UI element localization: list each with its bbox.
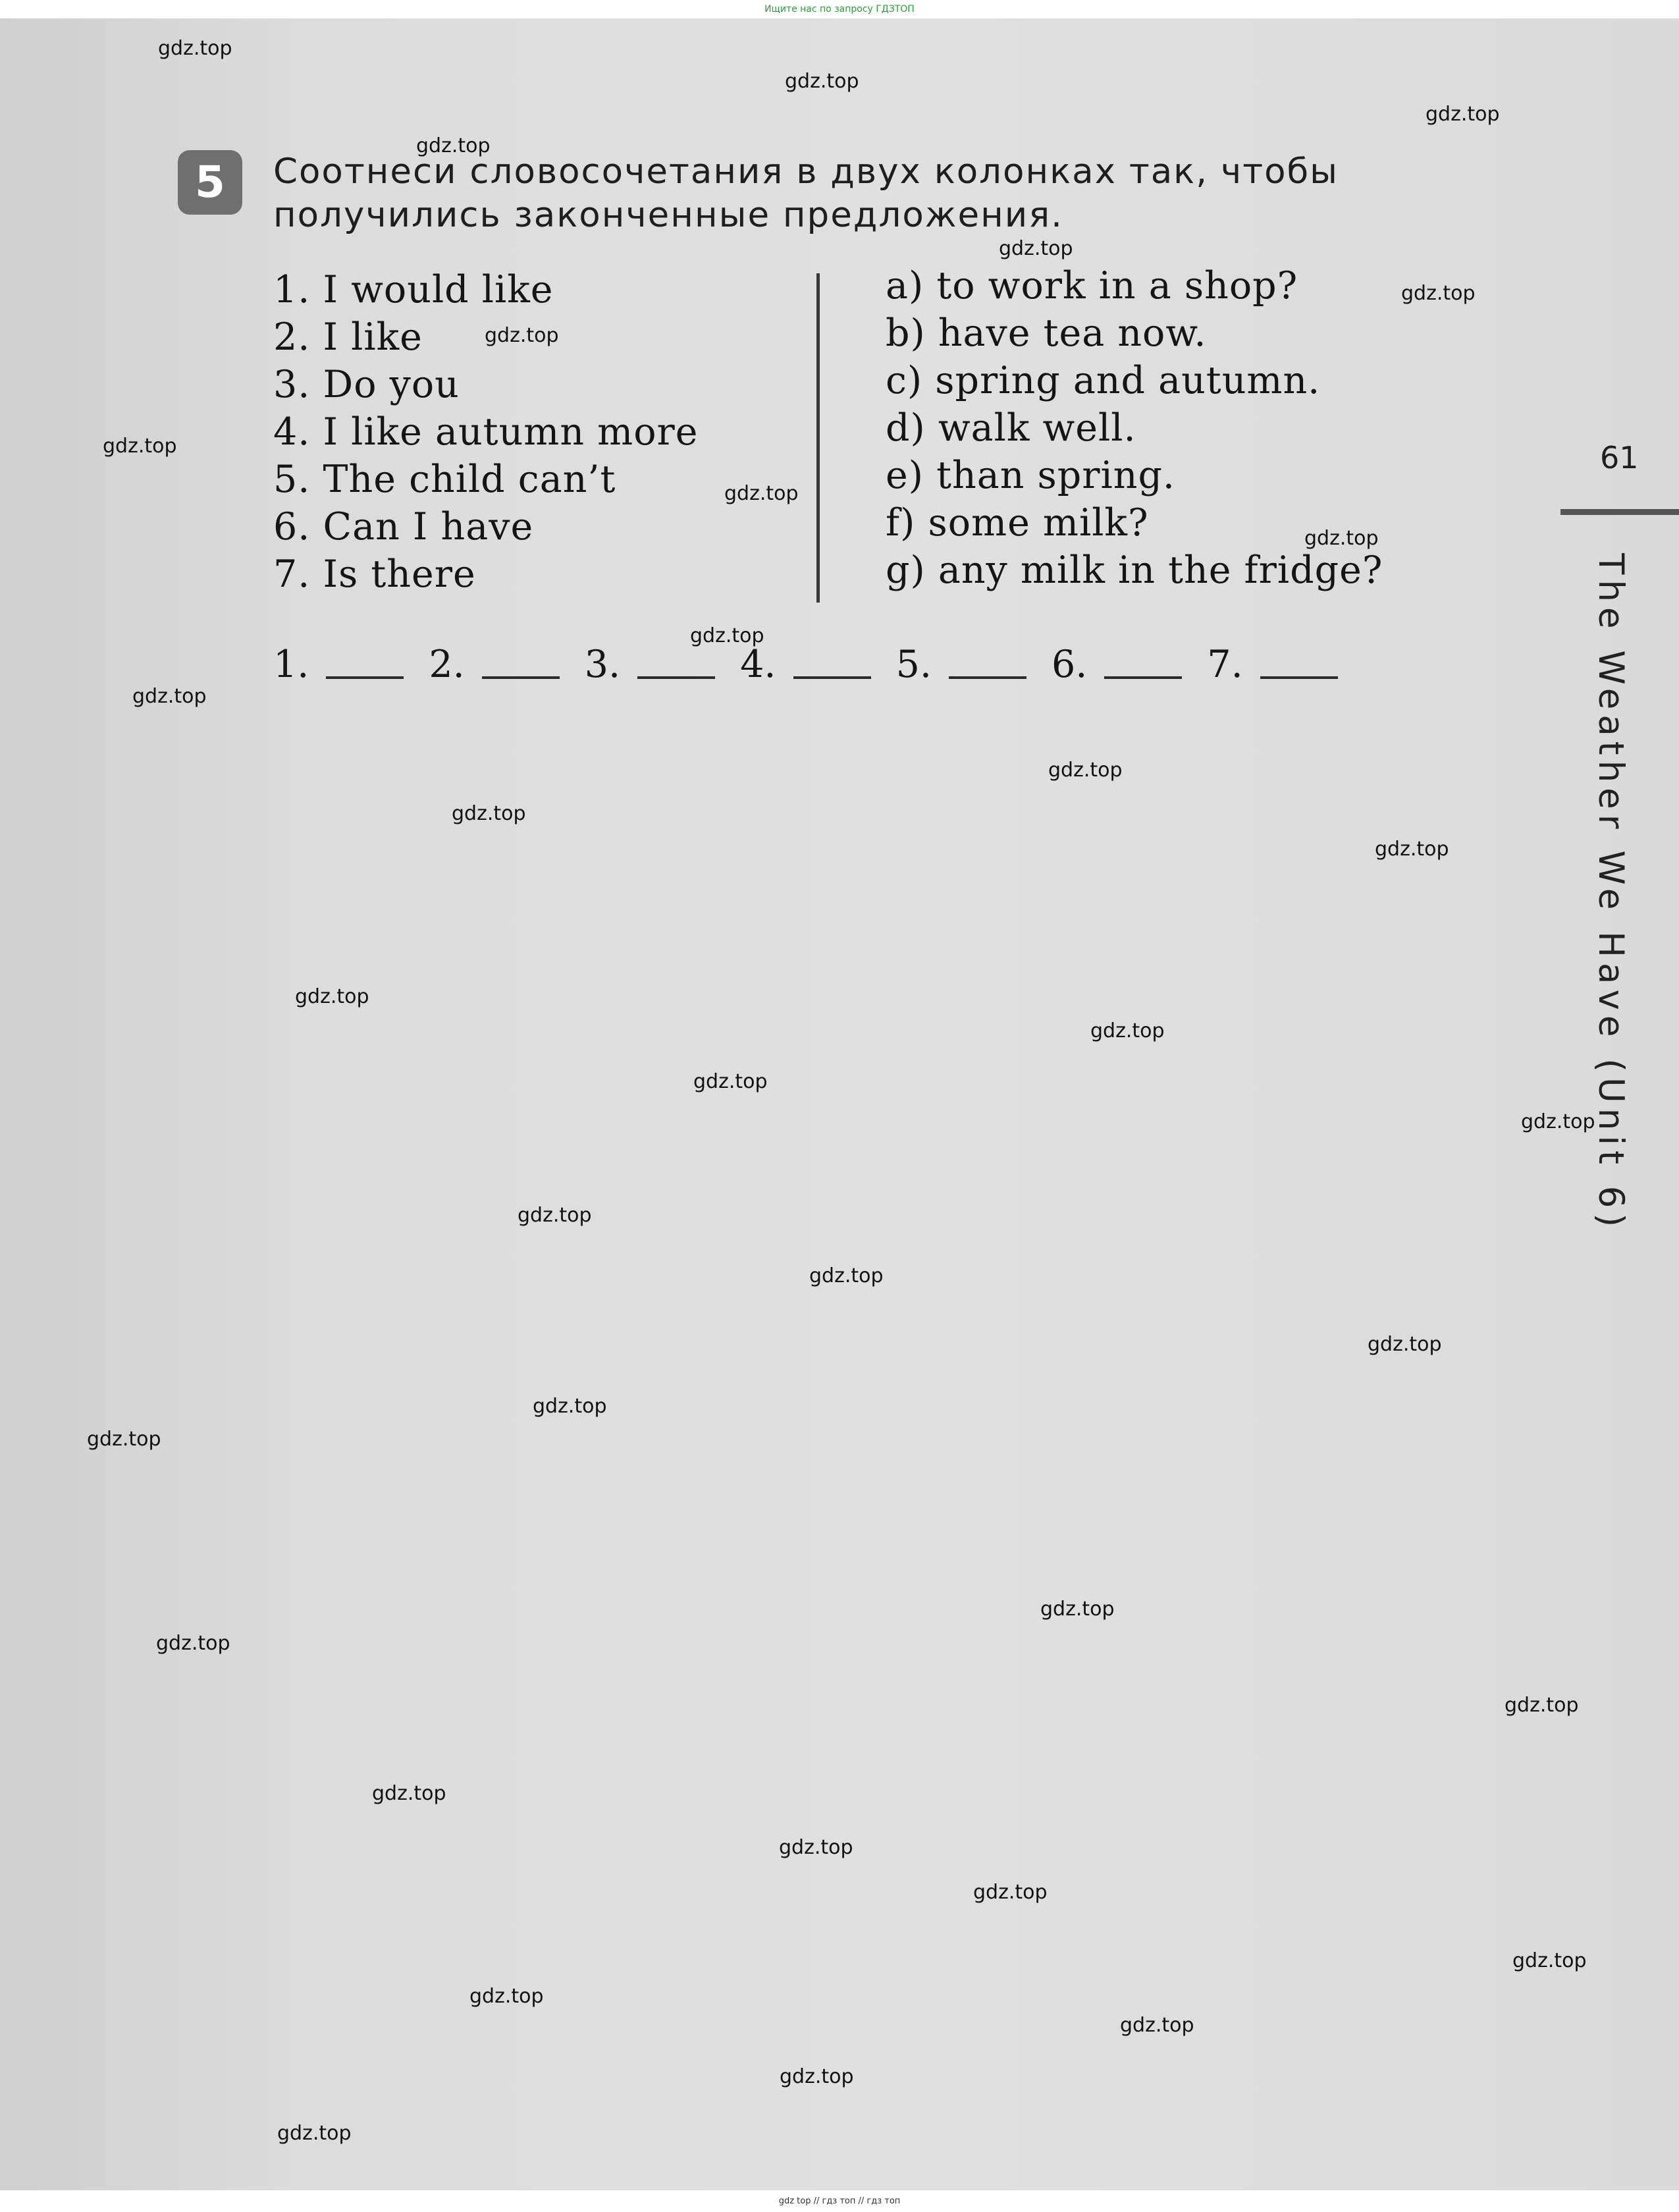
watermark: gdz.top [1521,1110,1595,1133]
watermark: gdz.top [1512,1949,1587,1972]
watermark: gdz.top [1048,759,1123,782]
answer-slot [1207,641,1337,688]
answer-blank[interactable] [949,676,1026,679]
watermark: gdz.top [485,324,559,347]
answer-slot [740,641,870,688]
watermark: gdz.top [809,1264,884,1287]
left-item: 1. I would like [273,268,554,311]
answer-row [273,635,1458,688]
answer-blank[interactable] [1104,676,1182,679]
answer-blank[interactable] [793,676,871,679]
watermark: gdz.top [1368,1333,1442,1356]
watermark: gdz.top [416,134,491,157]
watermark: gdz.top [87,1428,161,1451]
watermark: gdz.top [1304,527,1379,550]
watermark: gdz.top [132,685,207,708]
right-item: e) than spring. [886,454,1176,497]
watermark: gdz.top [999,237,1073,260]
watermark: gdz.top [1040,1598,1115,1621]
column-divider [816,273,820,603]
answer-blank[interactable] [482,676,560,679]
watermark: gdz.top [1426,103,1500,126]
answer-slot [273,641,404,688]
top-banner [0,0,1679,18]
answer-blank[interactable] [1260,676,1338,679]
right-item: c) spring and autumn. [886,359,1321,402]
right-column [886,262,1478,594]
answer-number: 6. [1051,643,1088,686]
answer-slot [585,641,715,688]
exercise-instruction: Соотнеси словосочетания в двух колонках так, чтобы получились законченные предложения. [273,151,1339,235]
watermark: gdz.top [1375,838,1449,861]
right-item: g) any milk in the fridge? [886,549,1383,592]
answer-slot [896,641,1026,688]
watermark: gdz.top [277,2122,352,2145]
watermark: gdz.top [780,2065,854,2088]
watermark: gdz.top [1505,1694,1579,1717]
answer-number: 2. [429,643,465,686]
left-item: 7. Is there [273,553,476,596]
watermark: gdz.top [156,1632,230,1655]
watermark: gdz.top [973,1881,1048,1904]
watermark: gdz.top [693,1070,768,1093]
right-item: b) have tea now. [886,311,1207,355]
watermark: gdz.top [690,624,764,647]
left-item: 3. Do you [273,363,460,406]
watermark: gdz.top [518,1204,592,1227]
answer-number: 5. [895,643,932,686]
watermark: gdz.top [1090,1019,1165,1042]
left-column [273,266,800,598]
left-item: 6. Can I have [273,505,534,549]
watermark: gdz.top [785,70,859,93]
side-rule [1560,509,1679,515]
watermark: gdz.top [724,482,799,505]
watermark: gdz.top [452,802,526,825]
left-item: 4. I like autumn more [273,410,699,454]
bottom-banner [0,2190,1679,2212]
bottom-banner-text: gdz top // гдз топ // гдз топ [778,2196,901,2206]
watermark: gdz.top [1401,282,1476,305]
right-item: f) some milk? [886,501,1149,545]
watermark: gdz.top [469,1985,544,2008]
answer-number: 1. [273,643,309,686]
unit-title: The Weather We Have (Unit 6) [1591,553,1631,1233]
watermark: gdz.top [779,1836,853,1859]
exercise-number-badge: 5 [178,150,242,215]
answer-slot [429,641,559,688]
watermark: gdz.top [1120,2014,1194,2037]
right-item: a) to work in a shop? [886,264,1298,308]
left-item: 2. I like [273,315,423,359]
answer-number: 7. [1207,643,1243,686]
watermark: gdz.top [295,985,369,1008]
page-number: 61 [1600,440,1639,475]
watermark: gdz.top [158,37,232,60]
answer-number: 3. [584,643,621,686]
right-item: d) walk well. [886,406,1136,450]
watermark: gdz.top [372,1782,446,1805]
watermark: gdz.top [533,1395,607,1418]
watermark: gdz.top [103,435,177,458]
answer-slot [1052,641,1182,688]
answer-blank[interactable] [326,676,404,679]
left-item: 5. The child can’t [273,458,616,501]
answer-blank[interactable] [637,676,715,679]
top-banner-text: Ищите нас по запросу ГДЗТОП [764,4,915,14]
answer-number: 4. [740,643,776,686]
